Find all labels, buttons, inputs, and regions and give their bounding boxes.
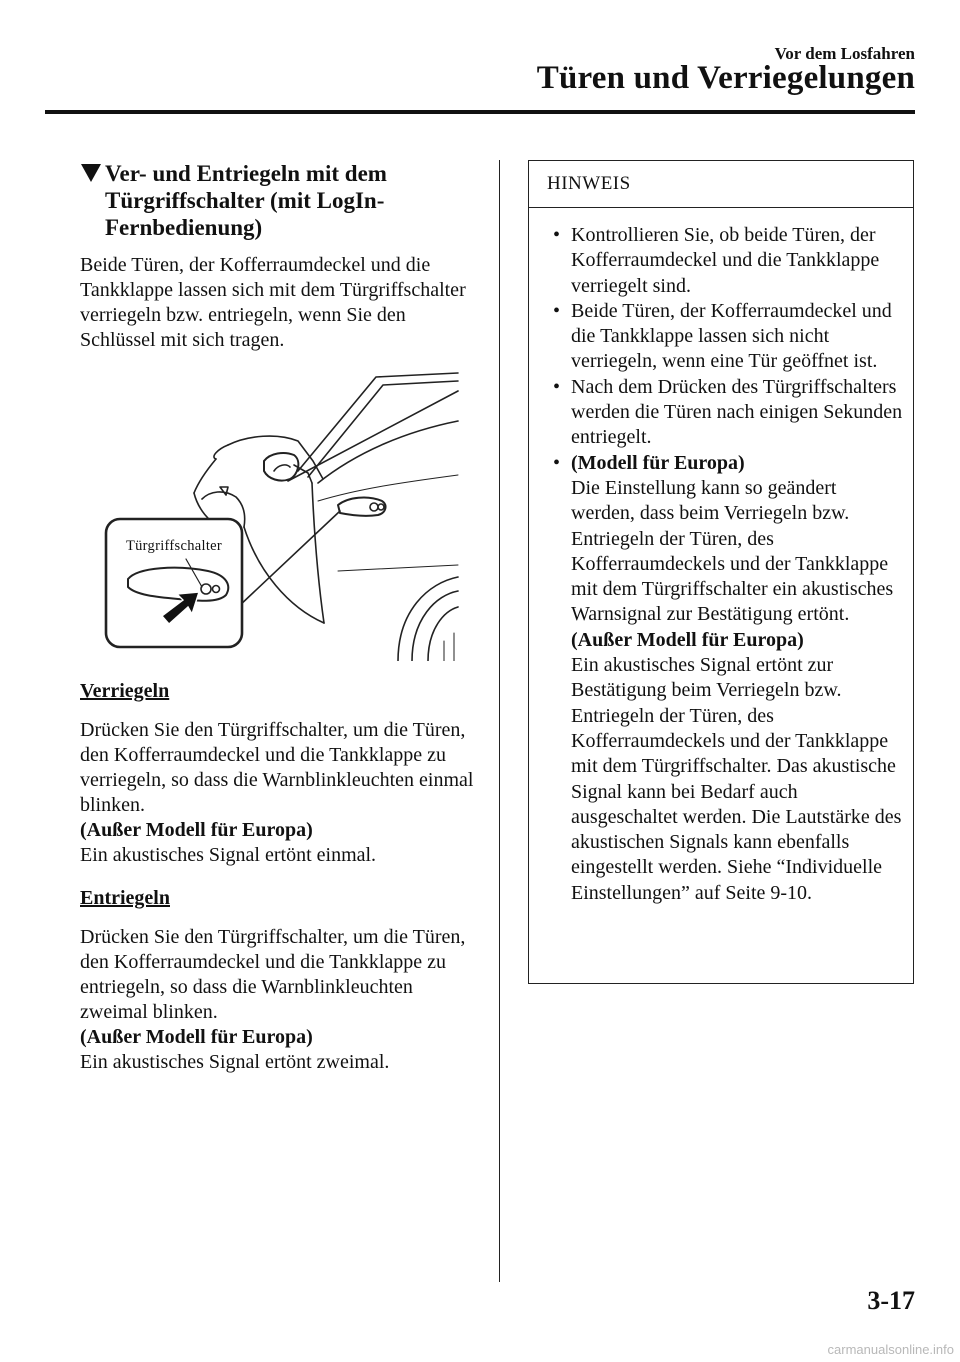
intro-paragraph: Beide Türen, der Kofferraumdeckel und die Tankklappe lassen sich mit dem Türgriffschalter verriegeln bzw. entriegeln, wenn Sie den Schlüssel mit sich tragen. <box>80 254 466 351</box>
note-item <box>545 375 905 451</box>
note-title: HINWEIS <box>529 161 913 208</box>
note-box <box>528 160 914 984</box>
unlock-extra: Ein akustisches Signal ertönt zweimal. <box>80 1051 390 1073</box>
column-divider <box>499 160 500 1282</box>
section-heading-text: Ver- und Entriegeln mit dem Türgriffschalter (mit LogIn-Fernbedienung) <box>105 161 387 240</box>
note-item <box>545 451 905 906</box>
bullet-icon: • <box>553 451 561 474</box>
bullet-icon: • <box>553 224 561 246</box>
lock-extra: Ein akustisches Signal ertönt einmal. <box>80 844 377 866</box>
note-item-text: Nach dem Drücken des Türgriffschalters werden die Türen nach einigen Sekunden entriegelt. <box>571 375 903 449</box>
triangle-down-icon <box>80 163 102 183</box>
bullet-icon: • <box>553 375 561 398</box>
note-list <box>529 208 913 906</box>
page-title: Türen und Verriegelungen <box>536 60 915 96</box>
note-item-text: Beide Türen, der Kofferraumdeckel und die Tankklappe lassen sich nicht verriegeln, wenn eine Tür geöffnet ist. <box>571 299 892 373</box>
europe-text: Die Einstellung kann so geändert werden, dass beim Verriegeln bzw. Entriegeln der Türen, des Kofferraumdeckels und der Tankklappe mit dem Türgriffschalter ein akustisches Warnsignal zur Bestätigung ertönt. <box>571 476 894 626</box>
figure-label: Türgriffschalter <box>125 538 223 554</box>
non-europe-text: Ein akustisches Signal ertönt zur Bestätigung beim Verriegeln bzw. Entriegeln der Türen, des Kofferraumdeckels und der Tankklappe mit dem Türgriffschalter. Das akustische Signal kann bei Bedarf auch ausgeschaltet werden. Die Lautstärke des akustischen Signals kann ebenfalls eingestellt werden. Siehe “Individuelle Einstellungen” auf Seite 9-10. <box>571 654 902 904</box>
lock-paragraph: Drücken Sie den Türgriffschalter, um die Türen, den Kofferraumdeckel und die Tankklappe zu verriegeln, so dass die Warnblinkleuchten einmal blinken. <box>80 719 474 816</box>
car-door-illustration <box>98 371 478 661</box>
unlock-paragraph: Drücken Sie den Türgriffschalter, um die Türen, den Kofferraumdeckel und die Tankklappe zu entriegeln, so dass die Warnblinkleuchten zweimal blinken. <box>80 926 466 1023</box>
watermark: carmanualsonline.info <box>827 1342 954 1357</box>
note-item <box>545 299 905 375</box>
page-number: 3-17 <box>867 1286 915 1315</box>
unlock-model-note: (Außer Modell für Europa) <box>80 1026 313 1048</box>
lock-model-note: (Außer Modell für Europa) <box>80 819 313 841</box>
lock-subheading: Verriegeln <box>80 680 170 702</box>
non-europe-heading: (Außer Modell für Europa) <box>571 628 804 651</box>
section-heading <box>80 160 480 241</box>
europe-heading: (Modell für Europa) <box>571 451 745 474</box>
note-item <box>545 223 905 299</box>
note-item-text: Kontrollieren Sie, ob beide Türen, der Kofferraumdeckel und die Tankklappe verriegelt sind. <box>571 224 880 297</box>
door-handle-figure <box>98 371 478 661</box>
unlock-subheading: Entriegeln <box>80 887 170 909</box>
header-rule <box>45 110 915 114</box>
section-title: Vor dem Losfahren <box>774 44 915 63</box>
left-column <box>80 160 480 1075</box>
bullet-icon: • <box>553 299 561 322</box>
